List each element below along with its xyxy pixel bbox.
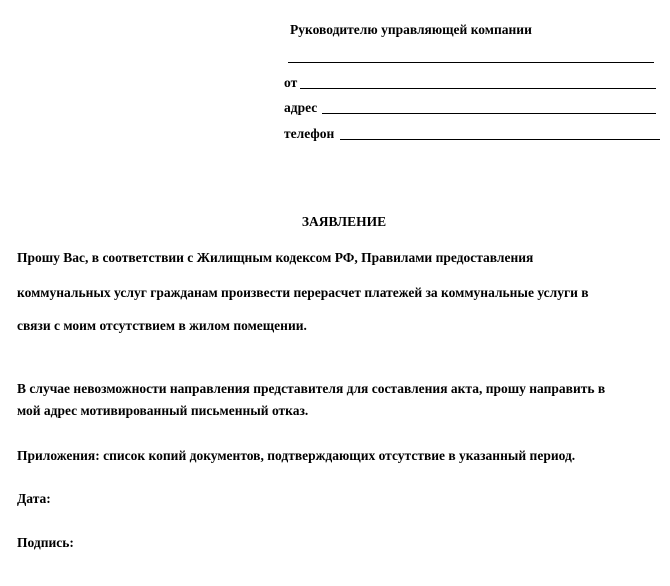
document-title: ЗАЯВЛЕНИЕ	[301, 214, 387, 229]
phone-blank-line	[340, 139, 660, 140]
from-blank-line	[300, 88, 656, 89]
date-label: Дата:	[17, 491, 51, 506]
address-blank-line	[322, 113, 656, 114]
phone-label: телефон	[284, 126, 335, 141]
address-label: адрес	[284, 100, 318, 115]
body-line-3: связи с моим отсутствием в жилом помещении.	[17, 318, 307, 333]
body-line-2: коммунальных услуг гражданам произвести перерасчет платежей за коммунальные услуги в	[17, 285, 589, 300]
refusal-line-1: В случае невозможности направления представителя для составления акта, прошу направить в	[17, 381, 606, 396]
attachments-line: Приложения: список копий документов, подтверждающих отсутствие в указанный период.	[17, 448, 576, 463]
signature-label: Подпись:	[17, 535, 74, 550]
addressee-title: Руководителю управляющей компании	[290, 22, 532, 37]
from-label: от	[284, 75, 298, 90]
addressee-blank-line	[288, 62, 654, 63]
body-line-1: Прошу Вас, в соответствии с Жилищным кодексом РФ, Правилами предоставления	[17, 250, 534, 265]
refusal-line-2: мой адрес мотивированный письменный отказ.	[17, 403, 309, 418]
